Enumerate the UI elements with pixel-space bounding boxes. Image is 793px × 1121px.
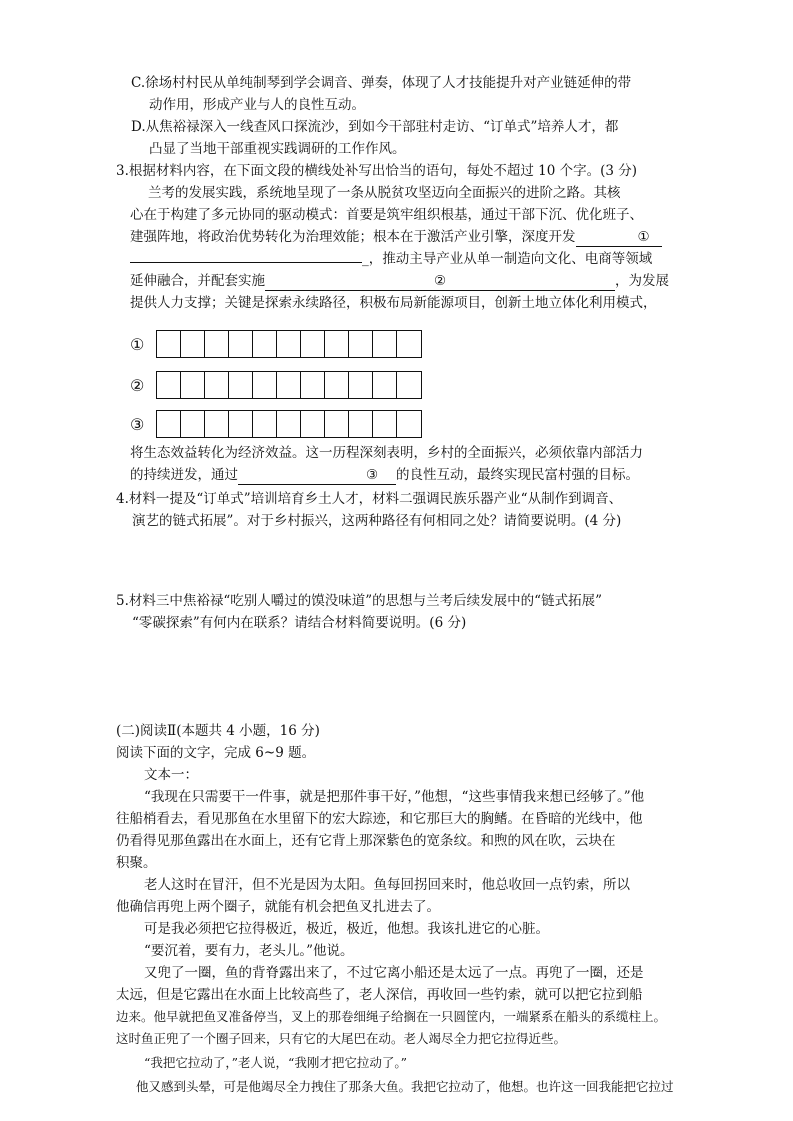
grid-cell[interactable] (373, 411, 397, 437)
q3-paragraph-line8-text-b: 的良性互动，最终实现民富村强的目标。 (396, 467, 639, 483)
blank-2[interactable] (265, 272, 615, 291)
q3-paragraph-line3 (130, 226, 662, 248)
grid-cell[interactable] (277, 411, 301, 437)
blank-1-continued[interactable] (130, 262, 362, 263)
q3-paragraph-line3-text: 建强阵地，将政治优势转化为治理效能；根本在于激活产业引擎，深度开发 (130, 229, 576, 245)
option-d-line2: 凸显了当地干部重视实践调研的工作作风。 (149, 141, 406, 157)
passage-line: “我现在只需要干一件事，就是把那件事干好，”他想，“这些事情我来想已经够了。”他 (144, 789, 645, 805)
grid-cell[interactable] (229, 411, 253, 437)
answer-grid-row-1 (130, 330, 422, 358)
answer-grid-1[interactable] (156, 330, 422, 358)
question-3-stem: 3.根据材料内容，在下面文段的横线处补写出恰当的语句，每处不超过 10 个字。(3 分) (116, 163, 638, 179)
grid-cell[interactable] (349, 372, 373, 398)
blank-1[interactable] (576, 228, 662, 247)
grid-cell[interactable] (253, 411, 277, 437)
grid-cell[interactable] (301, 411, 325, 437)
grid-cell[interactable] (205, 372, 229, 398)
grid-3-label: ③ (130, 414, 145, 434)
passage-line: 又兜了一圈，鱼的背脊露出来了，不过它离小船还是太远了一点。再兜了一圈，还是 (144, 965, 644, 981)
passage-line: 积聚。 (116, 855, 157, 871)
grid-cell[interactable] (253, 372, 277, 398)
q3-paragraph-line7: 将生态效益转化为经济效益。这一历程深刻表明，乡村的全面振兴，必须依靠内部活力 (130, 445, 643, 461)
grid-cell[interactable] (181, 331, 205, 357)
question-5-line1: 5.材料三中焦裕禄“吃别人嚼过的馍没味道”的思想与兰考后续发展中的“链式拓展” (116, 593, 602, 609)
passage-line: 老人这时在冒汗，但不光是因为太阳。鱼每回拐回来时，他总收回一点钓索，所以 (144, 877, 630, 893)
grid-cell[interactable] (325, 372, 349, 398)
passage-line: 往船梢看去，看见那鱼在水里留下的宏大踪迹，和它那巨大的胸鳍。在昏暗的光线中，他 (116, 811, 643, 827)
grid-cell[interactable] (325, 331, 349, 357)
grid-cell[interactable] (349, 331, 373, 357)
grid-cell[interactable] (301, 331, 325, 357)
grid-cell[interactable] (205, 411, 229, 437)
section-2-instruction: 阅读下面的文字，完成 6~9 题。 (116, 745, 316, 761)
grid-cell[interactable] (181, 411, 205, 437)
grid-cell[interactable] (157, 331, 181, 357)
q3-paragraph-line2: 心在于构建了多元协同的驱动模式：首要是筑牢组织根基，通过干部下沉、优化班子、 (130, 207, 643, 223)
answer-grid-row-2 (130, 371, 422, 399)
grid-cell[interactable] (205, 331, 229, 357)
grid-cell[interactable] (373, 372, 397, 398)
option-c-line2: 动作用，形成产业与人的良性互动。 (149, 97, 365, 113)
grid-cell[interactable] (397, 372, 421, 398)
answer-grid-row-3 (130, 410, 422, 438)
q3-paragraph-line4-text: _，推动主导产业从单一制造向文化、电商等领域 (362, 251, 653, 267)
grid-cell[interactable] (157, 411, 181, 437)
grid-cell[interactable] (181, 372, 205, 398)
q3-paragraph-line4 (130, 248, 652, 270)
grid-cell[interactable] (397, 331, 421, 357)
grid-cell[interactable] (325, 411, 349, 437)
grid-cell[interactable] (229, 331, 253, 357)
q3-paragraph-line8-text-a: 的持续迸发，通过 (130, 467, 238, 483)
grid-cell[interactable] (373, 331, 397, 357)
grid-2-label: ② (130, 375, 145, 395)
passage-line: 仍看得见那鱼露出在水面上，还有它背上那深紫色的宽条纹。和煦的风在吹，云块在 (116, 833, 616, 849)
grid-cell[interactable] (229, 372, 253, 398)
q3-paragraph-line1: 兰考的发展实践，系统地呈现了一条从脱贫攻坚迈向全面振兴的进阶之路。其核 (148, 185, 621, 201)
question-5-line2: “零碳探索”有何内在联系？请结合材料简要说明。(6 分) (132, 615, 467, 631)
passage-line: “要沉着，要有力，老头儿。”他说。 (144, 943, 354, 959)
q3-paragraph-line5-text-a: 延伸融合，并配套实施 (130, 273, 265, 289)
grid-1-label: ① (130, 334, 145, 354)
passage-line: 可是我必须把它拉得极近，极近，极近，他想。我该扎进它的心脏。 (144, 921, 549, 937)
option-d-line1: D.从焦裕禄深入一线查风口探流沙，到如今干部驻村走访、“订单式”培养人才，都 (131, 119, 619, 135)
grid-cell[interactable] (253, 331, 277, 357)
text-one-label: 文本一： (144, 767, 198, 783)
passage-line: 太远，但是它露出在水面上比较高些了，老人深信，再收回一些钓索，就可以把它拉到船 (116, 987, 643, 1003)
grid-cell[interactable] (277, 331, 301, 357)
blank-3-marker: ③ (365, 467, 379, 483)
option-c-line1: C.徐场村村民从单纯制琴到学会调音、弹奏，体现了人才技能提升对产业链延伸的带 (131, 75, 632, 91)
passage-line: 这时鱼正兜了一个圈子回来，只有它的大尾巴在动。老人竭尽全力把它拉得近些。 (116, 1031, 567, 1046)
grid-cell[interactable] (349, 411, 373, 437)
section-2-heading: (二)阅读Ⅱ(本题共 4 小题，16 分) (116, 723, 320, 739)
passage-line: 他确信再兜上两个圈子，就能有机会把鱼叉扎进去了。 (116, 899, 440, 915)
q3-paragraph-line8 (130, 464, 639, 486)
passage-line: 边来。他早就把鱼叉准备停当，叉上的那卷细绳子给搁在一只圆筐内，一端紧系在船头的系缆柱上。 (116, 1009, 667, 1024)
blank-2-marker: ② (433, 273, 447, 289)
q3-paragraph-line5 (130, 270, 669, 292)
answer-grid-2[interactable] (156, 371, 422, 399)
passage-line: “我把它拉动了，”老人说，“我刚才把它拉动了。” (144, 1055, 408, 1070)
question-4-line2: 演艺的链式拓展”。对于乡村振兴，这两种路径有何相同之处？请简要说明。(4 分) (132, 513, 622, 529)
blank-1-marker: ① (637, 229, 650, 245)
grid-cell[interactable] (157, 372, 181, 398)
grid-cell[interactable] (397, 411, 421, 437)
blank-3[interactable] (238, 466, 396, 485)
grid-cell[interactable] (301, 372, 325, 398)
q3-paragraph-line5-text-b: ，为发展 (615, 273, 669, 289)
q3-paragraph-line6: 提供人力支撑；关键是探索永续路径，积极布局新能源项目，创新土地立体化利用模式， (130, 295, 657, 311)
passage-line: 他又感到头晕，可是他竭尽全力拽住了那条大鱼。我把它拉动了，他想。也许这一回我能把它拉过 (136, 1079, 674, 1094)
question-4-line1: 4.材料一提及“订单式”培训培育乡土人才，材料二强调民族乐器产业“从制作到调音、 (116, 491, 623, 507)
answer-grid-3[interactable] (156, 410, 422, 438)
grid-cell[interactable] (277, 372, 301, 398)
